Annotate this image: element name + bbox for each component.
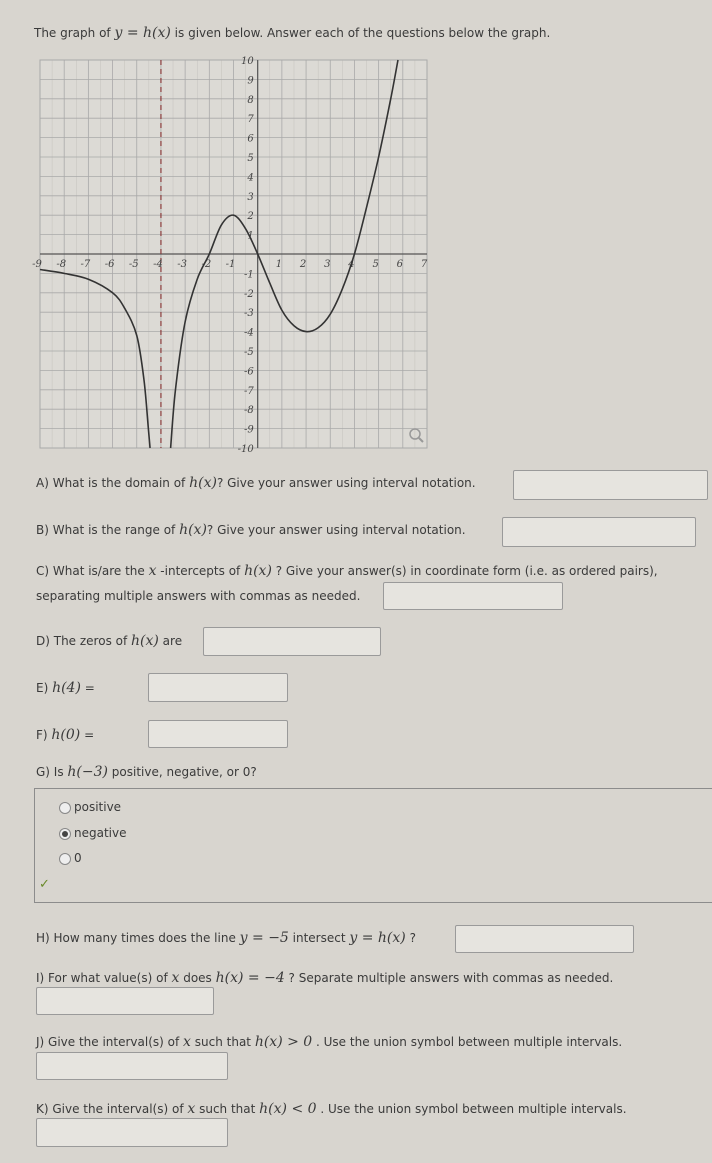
y-tick-label: -6: [243, 366, 254, 378]
y-tick-label: -10: [237, 444, 254, 455]
y-tick-label: -3: [243, 308, 254, 320]
option-label: negative: [74, 826, 127, 840]
q-text: positive, negative, or 0?: [107, 765, 257, 779]
y-tick-label: 5: [247, 153, 254, 164]
q-text: I) For what value(s) of: [36, 971, 172, 985]
question-g: [36, 764, 257, 780]
q-math: h(x) = −4: [215, 970, 285, 986]
radio-button-selected[interactable]: [59, 828, 71, 840]
domain-input[interactable]: [513, 470, 708, 500]
x-tick-label: 7: [420, 259, 428, 270]
intro-pre: The graph of: [34, 26, 115, 40]
q-text: such that: [190, 1035, 255, 1049]
y-tick-label: -7: [243, 385, 254, 397]
y-tick-label: 8: [247, 94, 254, 106]
question-d: [36, 633, 182, 649]
y-tick-label: 4: [247, 172, 254, 184]
x-tick-label: -3: [177, 259, 187, 270]
q-text: F): [36, 728, 52, 742]
y-tick-label: 7: [247, 114, 254, 126]
h-equals-neg4-input[interactable]: [36, 987, 214, 1015]
q-text: are: [158, 634, 183, 648]
y-tick-label: 6: [247, 133, 254, 145]
intro-post: is given below. Answer each of the questions below the graph.: [170, 26, 551, 40]
q-math: h(−3): [67, 764, 108, 780]
x-tick-label: -7: [80, 259, 91, 270]
y-tick-label: 10: [240, 56, 254, 67]
q-math: h(4): [52, 680, 81, 696]
radio-button[interactable]: [59, 802, 71, 814]
q-math: x: [187, 1101, 196, 1117]
q-text: ?: [405, 931, 416, 945]
option-zero[interactable]: [59, 851, 82, 865]
x-tick-label: 2: [299, 259, 307, 270]
q-math: h(x): [179, 522, 207, 538]
y-tick-label: -1: [243, 269, 254, 281]
positive-intervals-input[interactable]: [36, 1052, 228, 1080]
question-b: [36, 522, 466, 538]
q-math: x: [148, 563, 157, 579]
option-label: positive: [74, 800, 122, 814]
q-text: ? Give your answer using interval notation.: [216, 476, 476, 490]
x-tick-label: 5: [372, 259, 379, 270]
x-tick-label: 6: [396, 259, 403, 270]
zeros-input[interactable]: [203, 627, 381, 656]
question-c: [36, 563, 658, 579]
x-tick-label: -9: [32, 259, 42, 270]
q-text: =: [80, 681, 95, 695]
question-e: [36, 680, 95, 696]
q-text: such that: [195, 1102, 260, 1116]
q-text: H) How many times does the line: [36, 931, 240, 945]
q-math: h(x): [131, 633, 159, 649]
q-math: y = h(x): [349, 930, 406, 946]
x-intercepts-input[interactable]: [383, 582, 563, 610]
question-c-line2: separating multiple answers with commas as needed.: [36, 589, 361, 603]
intro-equation: y = h(x): [114, 25, 171, 41]
y-tick-label: 9: [247, 75, 254, 87]
y-tick-label: -2: [243, 288, 254, 300]
q-text: . Use the union symbol between multiple intervals.: [316, 1102, 627, 1116]
q-text: K) Give the interval(s) of: [36, 1102, 188, 1116]
q-math: h(x) > 0: [254, 1034, 313, 1050]
q-math: h(x): [189, 475, 217, 491]
q-math: y = −5: [239, 930, 289, 946]
option-negative[interactable]: [59, 826, 126, 840]
y-tick-label: -8: [243, 405, 254, 417]
q-math: x: [183, 1034, 191, 1050]
q-text: A) What is the domain of: [36, 476, 190, 490]
question-h: [36, 930, 416, 946]
h0-input[interactable]: [148, 720, 288, 748]
y-tick-label: 3: [247, 191, 254, 203]
q-text: J) Give the interval(s) of: [36, 1035, 184, 1049]
q-math: h(0): [51, 727, 81, 743]
q-math: x: [171, 970, 180, 986]
q-text: D) The zeros of: [36, 634, 132, 648]
q-text: intersect: [288, 931, 350, 945]
x-tick-label: 1: [275, 259, 283, 270]
radio-button[interactable]: [59, 853, 71, 865]
x-tick-label: 4: [348, 259, 355, 270]
question-a: [36, 475, 476, 491]
question-f: [36, 727, 94, 743]
q-math: h(x) < 0: [259, 1101, 317, 1117]
x-tick-label: -5: [128, 259, 139, 270]
function-graph: [30, 50, 450, 460]
q-text: does: [179, 971, 216, 985]
y-tick-label: 1: [247, 230, 254, 242]
y-tick-label: -9: [243, 424, 254, 436]
q-text: . Use the union symbol between multiple intervals.: [312, 1035, 623, 1049]
intersections-input[interactable]: [455, 925, 634, 953]
question-j: [36, 1034, 622, 1050]
x-tick-label: -4: [153, 259, 163, 270]
sign-options-panel: [34, 788, 712, 903]
q-text: E): [36, 681, 53, 695]
q-text: ? Give your answer using interval notation.: [206, 523, 466, 537]
x-tick-label: 3: [324, 259, 331, 270]
q-text: -intercepts of: [156, 564, 245, 578]
option-label: 0: [74, 851, 82, 865]
option-positive[interactable]: [59, 800, 121, 814]
y-tick-label: 2: [247, 211, 254, 223]
q-text: =: [80, 728, 95, 742]
x-tick-label: -8: [56, 259, 67, 270]
y-tick-label: -5: [243, 347, 254, 358]
correct-check-icon: ✓: [39, 877, 50, 892]
q-text: G) Is: [36, 765, 68, 779]
x-tick-label: -1: [225, 259, 236, 270]
y-tick-label: -4: [243, 327, 254, 339]
x-tick-label: -2: [201, 259, 212, 270]
range-input[interactable]: [502, 517, 696, 547]
question-k: [36, 1101, 627, 1117]
x-tick-label: -6: [104, 259, 115, 270]
h4-input[interactable]: [148, 673, 288, 702]
question-i: [36, 970, 613, 986]
q-text: B) What is the range of: [36, 523, 180, 537]
q-math: h(x): [244, 563, 272, 579]
q-text: ? Give your answer(s) in coordinate form (i.e. as ordered pairs),: [271, 564, 658, 578]
intro-text: [34, 25, 550, 41]
q-text: ? Separate multiple answers with commas as needed.: [284, 971, 614, 985]
negative-intervals-input[interactable]: [36, 1118, 228, 1147]
q-text: C) What is/are the: [36, 564, 149, 578]
